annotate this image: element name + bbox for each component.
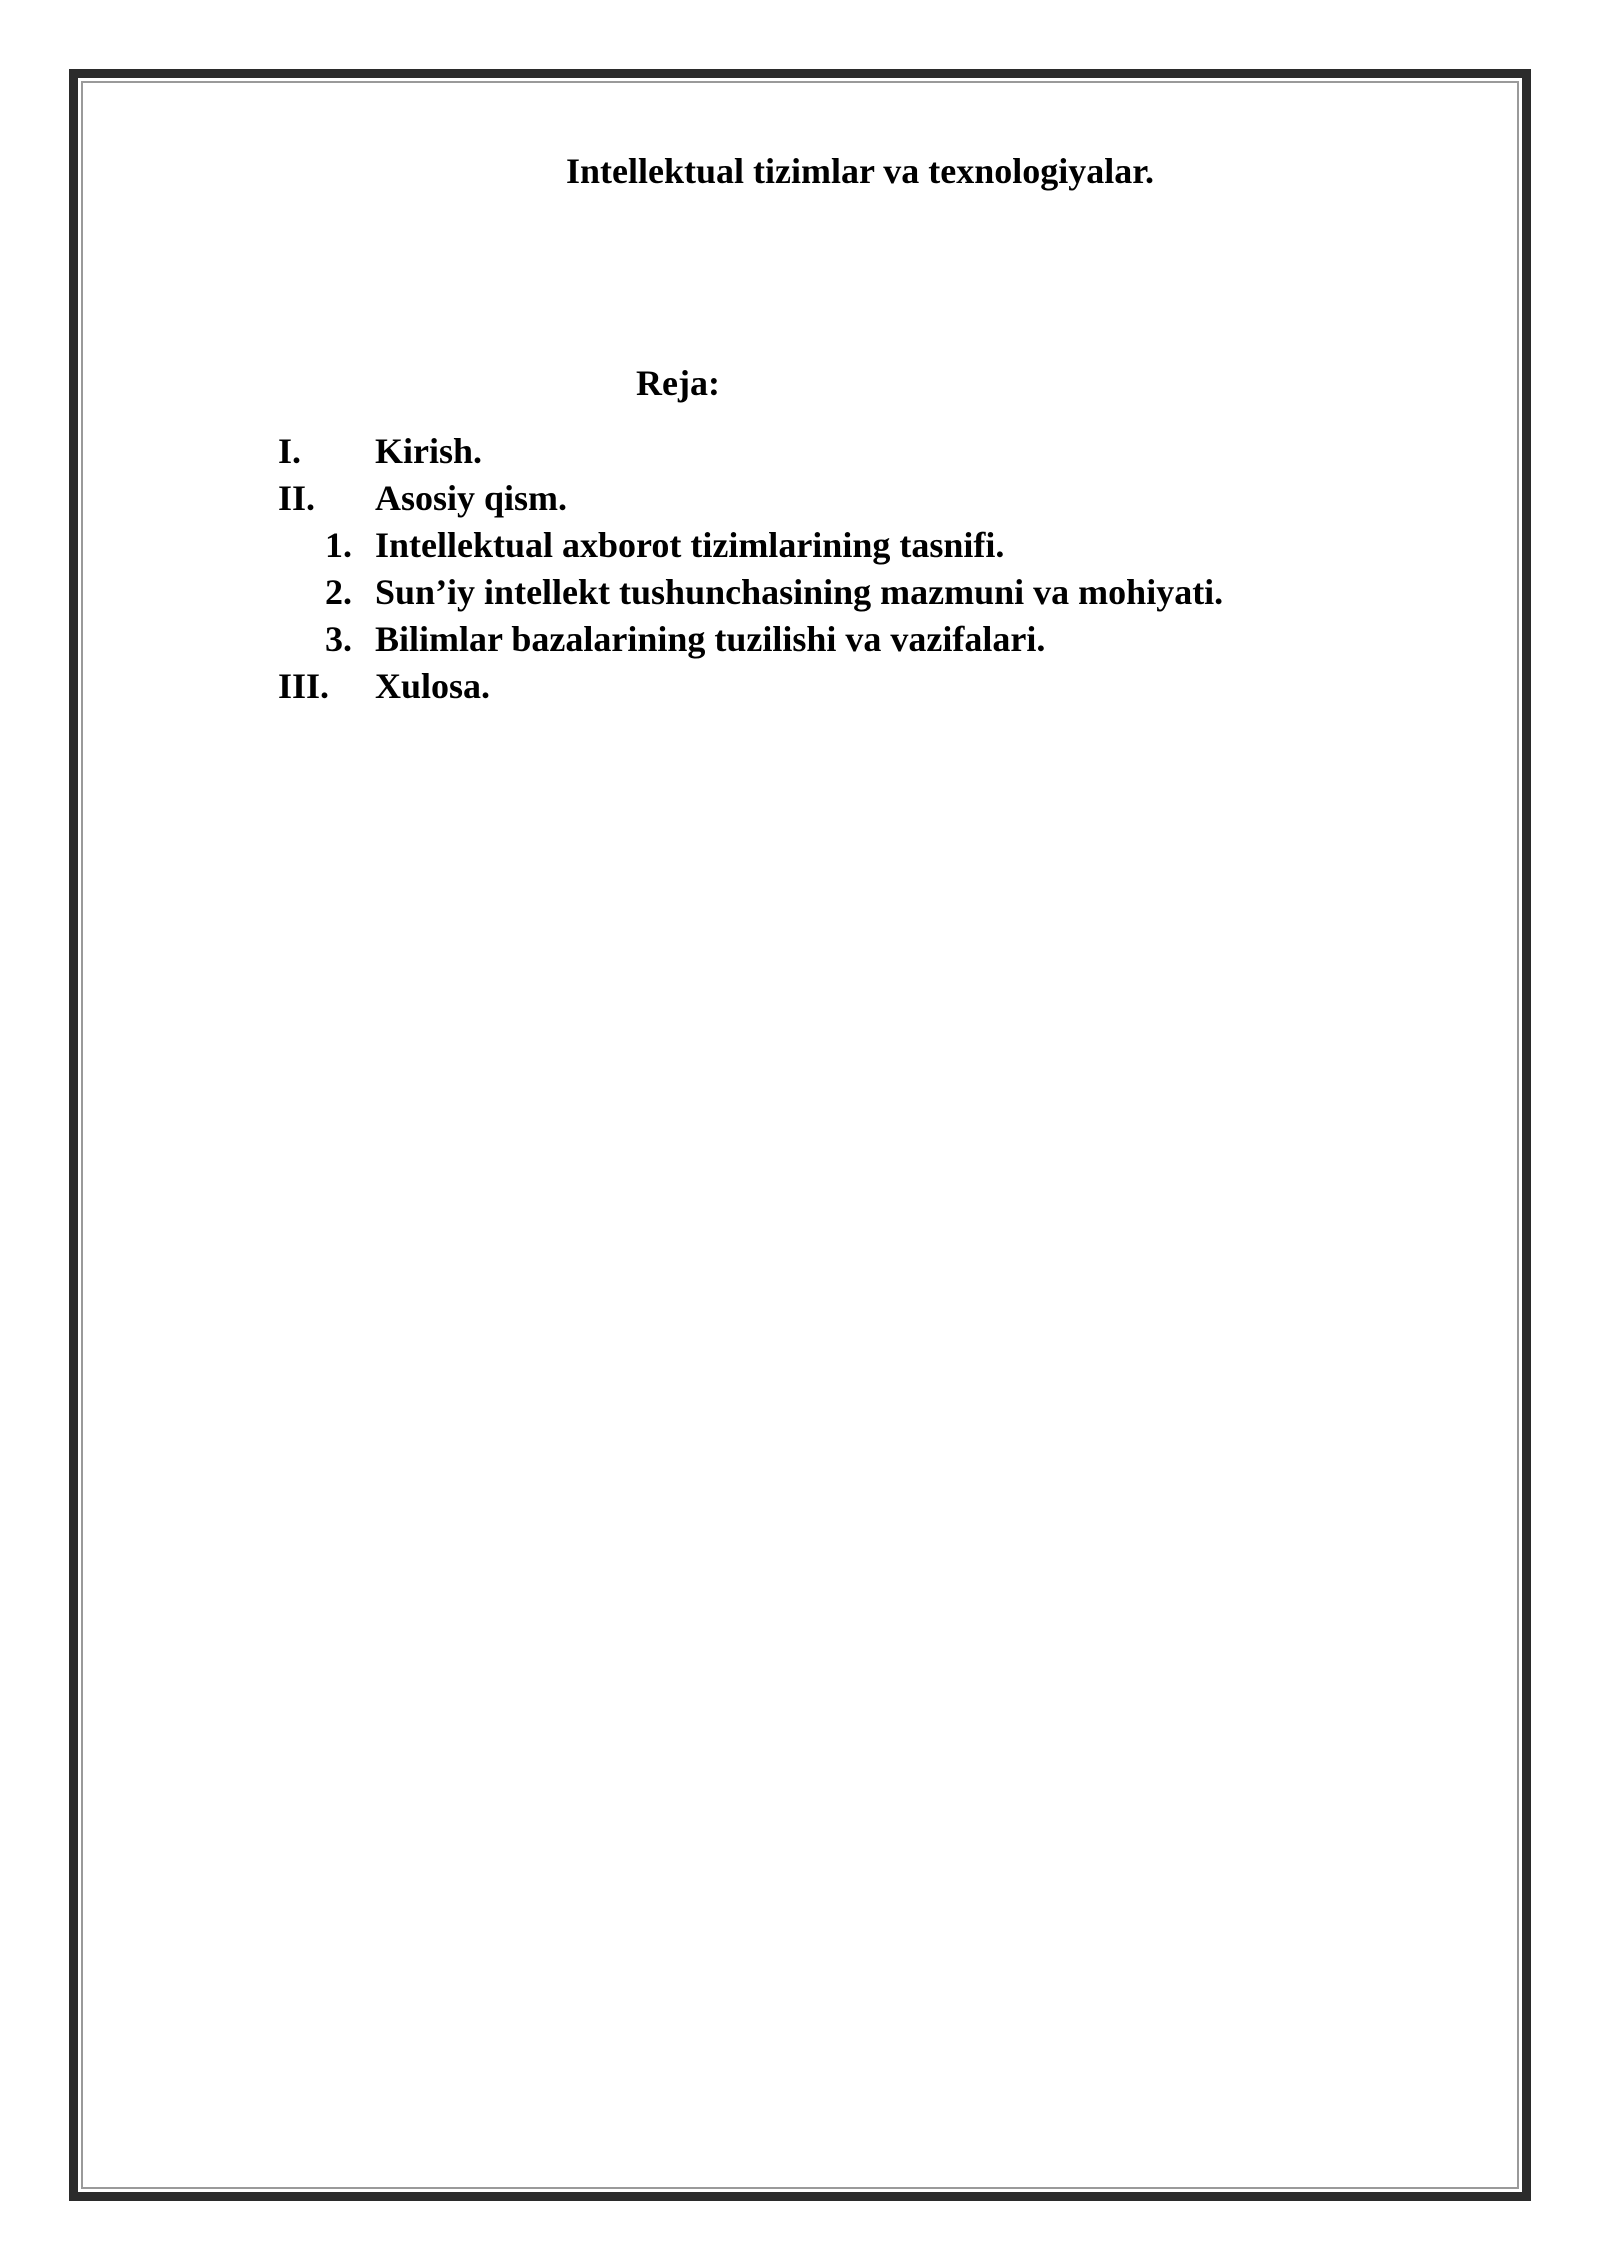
document-title: Intellektual tizimlar va texnologiyalar. <box>566 151 1154 191</box>
plan-subitem-3 <box>0 616 1600 663</box>
plan-item-main-part <box>0 475 1600 522</box>
plan-item-conclusion <box>0 663 1600 710</box>
plan-subitem-2 <box>0 569 1600 616</box>
plan-heading: Reja: <box>636 363 720 403</box>
plan-item-text: Xulosa. <box>375 666 491 706</box>
page-border <box>69 69 1531 2201</box>
plan-item-text: Asosiy qism. <box>375 478 568 518</box>
plan-subitem-1 <box>0 522 1600 569</box>
plan-item-text: Intellektual axborot tizimlarining tasnifi. <box>375 525 1005 565</box>
plan-list <box>0 428 1600 710</box>
plan-item-introduction <box>0 428 1600 475</box>
plan-item-text: Bilimlar bazalarining tuzilishi va vazifalari. <box>375 619 1046 659</box>
plan-item-number: II. <box>278 478 316 518</box>
plan-item-number: III. <box>278 666 330 706</box>
plan-item-number: I. <box>278 431 302 471</box>
plan-item-text: Kirish. <box>375 431 483 471</box>
plan-item-number: 1. <box>325 525 352 565</box>
plan-item-number: 3. <box>325 619 352 659</box>
plan-item-number: 2. <box>325 572 352 612</box>
plan-item-text: Sun’iy intellekt tushunchasining mazmuni va mohiyati. <box>375 572 1224 612</box>
